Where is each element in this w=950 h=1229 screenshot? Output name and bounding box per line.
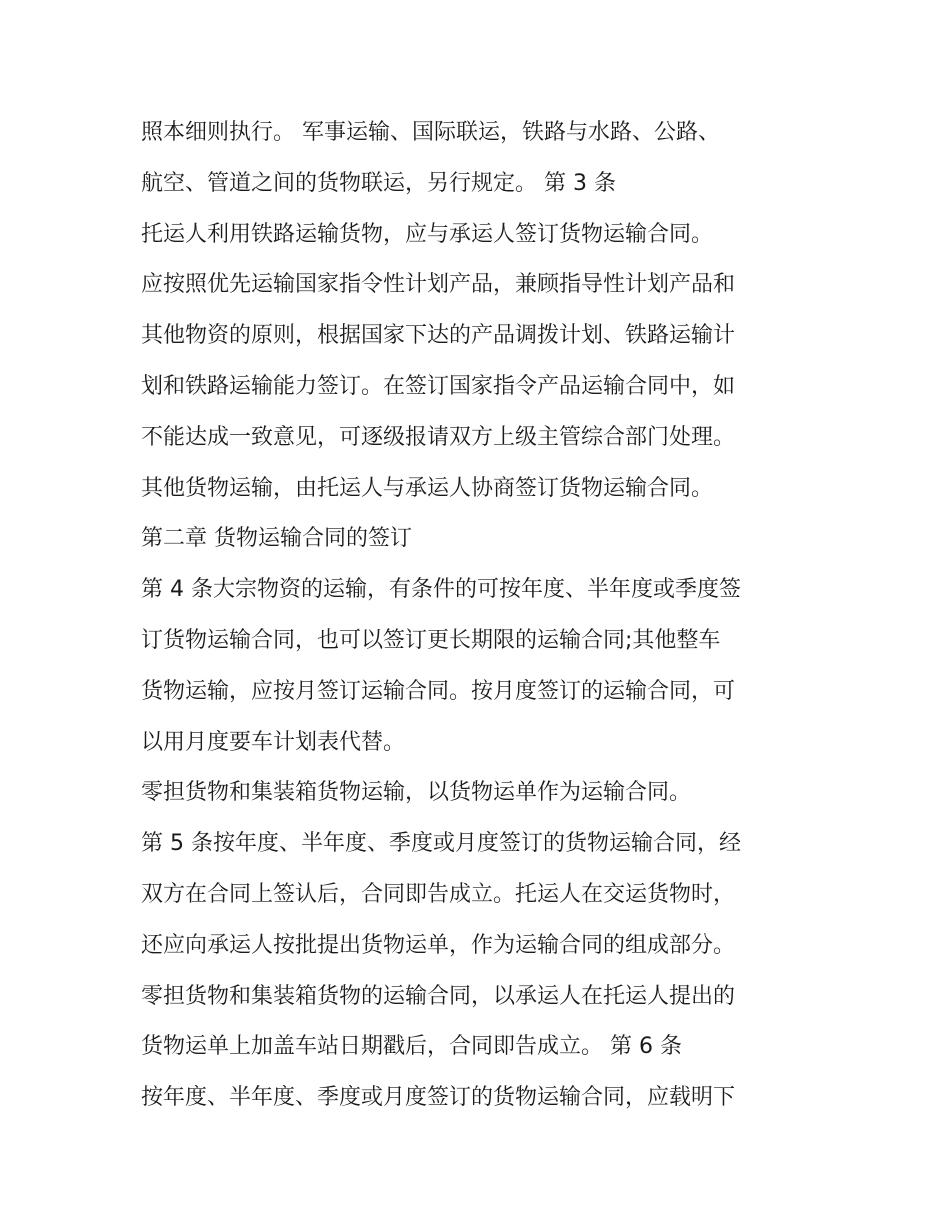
text-line: 照本细则执行。 军事运输、国际联运，铁路与水路、公路、 — [141, 120, 720, 145]
text-line: 订货物运输合同，也可以签订更长期限的运输合同;其他整车 — [141, 627, 721, 653]
text-line: 托运人利用铁路运输货物，应与承运人签订货物运输合同。 — [141, 221, 714, 247]
text-line: 第 4 条大宗物资的运输，有条件的可按年度、半年度或季度签 — [141, 577, 741, 603]
text-line: 应按照优先运输国家指令性计划产品，兼顾指导性计划产品和 — [141, 272, 736, 298]
text-line: 货物运输，应按月签订运输合同。按月度签订的运输合同，可 — [141, 678, 736, 704]
text-line: 其他物资的原则，根据国家下达的产品调拨计划、铁路运输计 — [141, 323, 736, 349]
text-line: 航空、管道之间的货物联运，另行规定。 第 3 条 — [141, 170, 616, 196]
text-line: 划和铁路运输能力签订。在签订国家指令产品运输合同中，如 — [141, 373, 736, 399]
document-body — [141, 108, 821, 1124]
text-line: 不能达成一致意见，可逐级报请双方上级主管综合部门处理。 — [141, 424, 736, 450]
text-line: 其他货物运输，由托运人与承运人协商签订货物运输合同。 — [141, 475, 714, 501]
text-line: 双方在合同上签认后，合同即告成立。托运人在交运货物时， — [141, 881, 736, 907]
text-line: 按年度、半年度、季度或月度签订的货物运输合同，应载明下 — [141, 1085, 736, 1111]
text-line: 第 5 条按年度、半年度、季度或月度签订的货物运输合同，经 — [141, 831, 741, 857]
text-line: 还应向承运人按批提出货物运单，作为运输合同的组成部分。 — [141, 932, 736, 958]
chapter-heading: 第二章 货物运输合同的签订 — [141, 526, 412, 552]
text-line: 以用月度要车计划表代替。 — [141, 729, 406, 755]
text-line: 货物运单上加盖车站日期戳后，合同即告成立。 第 6 条 — [141, 1034, 682, 1060]
text-line: 零担货物和集装箱货物运输，以货物运单作为运输合同。 — [141, 780, 692, 806]
text-line: 零担货物和集装箱货物的运输合同，以承运人在托运人提出的 — [141, 983, 736, 1009]
